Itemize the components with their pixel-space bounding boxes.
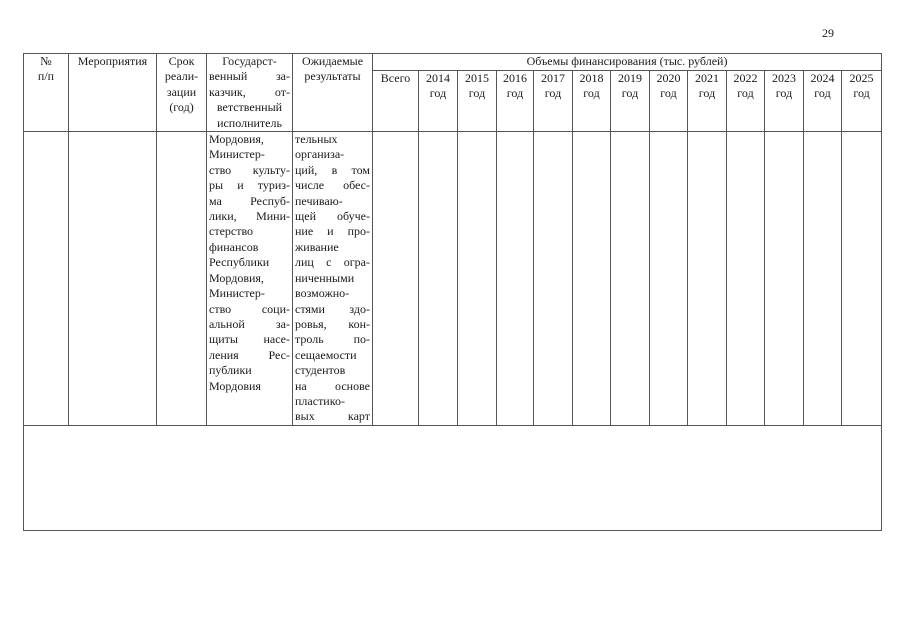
text-line: печиваю- (295, 193, 343, 208)
cell-results (293, 132, 373, 426)
cell-year (458, 132, 497, 426)
text-line: ровья, кон- (295, 316, 370, 331)
table-row (24, 132, 882, 426)
text-line: ций, в том (295, 162, 370, 177)
header-total: Всего (373, 70, 419, 131)
text-line: финансов (209, 239, 259, 254)
text-line: на основе (295, 378, 370, 393)
header-financing-group: Объемы финансирования (тыс. рублей) (373, 54, 882, 71)
header-year: 2016 год (497, 70, 534, 131)
cell-year (611, 132, 650, 426)
cell-year (419, 132, 458, 426)
header-year: 2017 год (534, 70, 573, 131)
text-line: Мордовия, (209, 270, 264, 285)
cell-customer (207, 132, 293, 426)
header-year: 2014 год (419, 70, 458, 131)
text-line: Министер- (209, 286, 265, 301)
text-line: числе обес- (295, 178, 370, 193)
text-line: живание (295, 239, 339, 254)
text-line: альной за- (209, 316, 290, 331)
text-line: лиц с огра- (295, 255, 370, 270)
text-line: Республики (209, 255, 270, 270)
text-line: студентов (295, 363, 346, 378)
text-line: ры и туриз- (209, 178, 290, 193)
cell-year (497, 132, 534, 426)
header-year: 2024 год (804, 70, 842, 131)
header-year: 2018 год (573, 70, 611, 131)
cell-year (842, 132, 882, 426)
cell-total (373, 132, 419, 426)
cell-num (24, 132, 69, 426)
text-line: ма Респуб- (209, 193, 290, 208)
text-line: публики (209, 363, 252, 378)
text-line: возможно- (295, 286, 350, 301)
header-year: 2025 год (842, 70, 882, 131)
page-number: 29 (822, 26, 834, 40)
header-year: 2023 год (765, 70, 804, 131)
text-line: Мордовия, (209, 132, 264, 147)
cell-term (157, 132, 207, 426)
header-customer: Государст- венный за- казчик, от- ветственный исполнитель (207, 54, 293, 132)
text-line: щиты насе- (209, 332, 290, 347)
cell-year (727, 132, 765, 426)
text-line: тельных (295, 132, 338, 147)
text-line: стями здо- (295, 301, 370, 316)
text-line: ние и про- (295, 224, 370, 239)
text-line: стерство (209, 224, 254, 239)
cell-event (69, 132, 157, 426)
cell-year (804, 132, 842, 426)
header-year: 2019 год (611, 70, 650, 131)
text-line: организа- (295, 147, 345, 162)
header-year: 2022 год (727, 70, 765, 131)
cell-year (573, 132, 611, 426)
cell-year (534, 132, 573, 426)
header-year: 2020 год (650, 70, 688, 131)
cell-year (765, 132, 804, 426)
text-line: ство культу- (209, 162, 290, 177)
header-num: № п/п (24, 54, 69, 132)
text-line: сещаемости (295, 347, 357, 362)
header-event: Мероприятия (69, 54, 157, 132)
text-line: троль по- (295, 332, 370, 347)
header-term: Срок реали- зации (год) (157, 54, 207, 132)
text-line: ления Рес- (209, 347, 290, 362)
cell-year (650, 132, 688, 426)
text-line: ниченными (295, 270, 355, 285)
funding-table (23, 53, 882, 426)
header-year: 2021 год (688, 70, 727, 131)
text-line: ство соци- (209, 301, 290, 316)
text-line: вых карт (295, 409, 370, 424)
text-line: пластико- (295, 393, 345, 408)
cell-year (688, 132, 727, 426)
header-year: 2015 год (458, 70, 497, 131)
text-line: Министер- (209, 147, 265, 162)
text-line: Мордовия (209, 378, 261, 393)
header-results: Ожидаемые результаты (293, 54, 373, 132)
text-line: лики, Мини- (209, 209, 290, 224)
text-line: щей обуче- (295, 209, 370, 224)
empty-frame (23, 411, 882, 531)
